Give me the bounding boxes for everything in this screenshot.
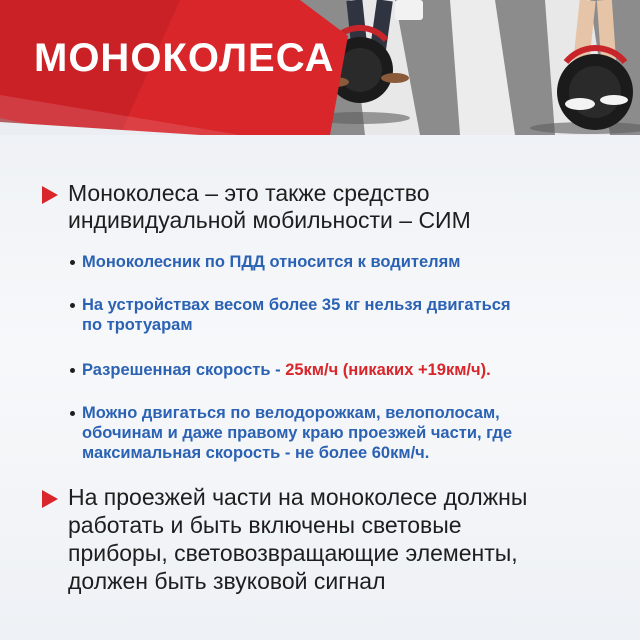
page-title: МОНОКОЛЕСА (34, 36, 335, 80)
sub-point-2-line-2: по тротуарам (82, 316, 193, 334)
sub-point-1: Моноколесник по ПДД относится к водителям (82, 253, 461, 271)
bullet-dot (70, 411, 75, 416)
bullet-dot (70, 260, 75, 265)
sub-point-4-line-1: Можно двигаться по велодорожкам, велополосам, (82, 404, 500, 422)
speed-label: Разрешенная скорость - (82, 361, 286, 379)
sub-point-4-line-2: обочинам и даже правому краю проезжей части, где (82, 424, 513, 442)
main-point-2-line-2: работать и быть включены световые (68, 512, 462, 538)
sub-point-4-line-3: максимальная скорость - не более 60км/ч. (82, 444, 430, 462)
main-point-1-line-2: индивидуальной мобильности – СИМ (68, 207, 471, 233)
main-point-2-line-4: должен быть звуковой сигнал (68, 568, 386, 594)
red-arrow-icon (42, 490, 58, 508)
speed-value: 25км/ч (никаких +19км/ч). (285, 361, 491, 379)
main-point-1-line-1: Моноколеса – это также средство (68, 180, 430, 206)
red-arrow-icon (42, 186, 58, 204)
sub-point-3 (82, 360, 602, 380)
bullet-dot (70, 303, 75, 308)
bullet-dot (70, 368, 75, 373)
main-point-2-line-1: На проезжей части на моноколесе должны (68, 484, 528, 510)
main-point-2-line-3: приборы, световозвращающие элементы, (68, 540, 518, 566)
sub-point-2-line-1: На устройствах весом более 35 кг нельзя двигаться (82, 296, 511, 314)
